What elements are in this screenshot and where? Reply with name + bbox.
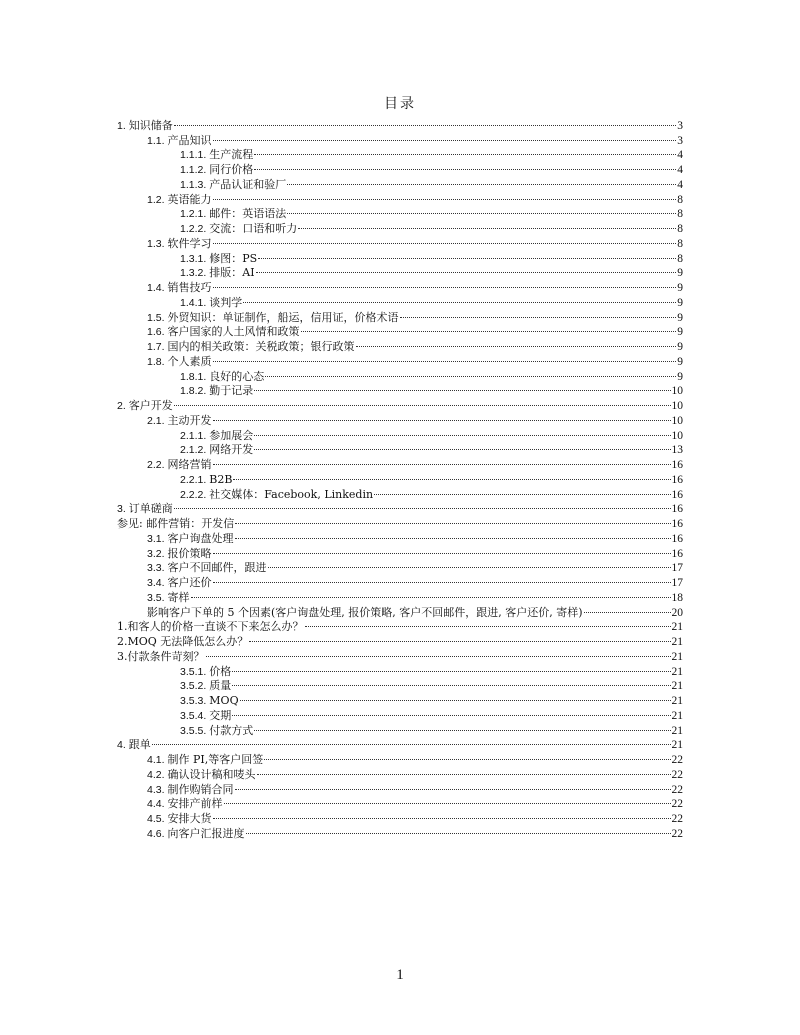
toc-entry-page: 8	[677, 223, 683, 235]
toc-entry-number: 1.3.	[147, 237, 165, 250]
toc-entry-number: 1.4.	[147, 282, 165, 294]
toc-entry-title: 订单磋商	[128, 502, 173, 516]
toc-dot-leader	[224, 793, 671, 808]
toc-entry-page: 10	[671, 429, 683, 442]
toc-entry-title: 销售技巧	[167, 281, 212, 294]
toc-entry-title: 同行价格	[209, 163, 254, 176]
toc-entry-title: 跟单	[128, 738, 151, 752]
toc-entry-number: 4.5.	[147, 813, 165, 825]
toc-entry-title: B2B	[209, 472, 233, 486]
toc-entry-page: 22	[671, 754, 683, 766]
toc-entry-title: 影响客户下单的 5 个因素(客户询盘处理, 报价策略, 客户不回邮件，跟进, 客户还价, 寄样)	[147, 605, 583, 619]
toc-entry-title: 社交媒体：Facebook, Linkedin	[209, 487, 374, 501]
toc-entry-page: 8	[677, 208, 683, 221]
toc-dot-leader	[243, 291, 676, 306]
toc-entry-page: 21	[671, 739, 683, 752]
toc-entry-number: 3.5.1.	[180, 665, 207, 678]
toc-entry-title: 报价策略	[167, 546, 212, 560]
toc-entry-number: 3.5.5.	[180, 724, 207, 737]
toc-entry-number: 3.3.	[147, 562, 165, 575]
toc-dot-leader	[254, 439, 670, 454]
toc-dot-leader	[249, 630, 670, 645]
toc-dot-leader	[254, 158, 676, 173]
toc-dot-leader	[298, 217, 676, 232]
toc-entry-page: 3	[677, 119, 683, 132]
page-number: 1	[396, 967, 404, 983]
toc-entry-title: 客户还价	[167, 576, 212, 589]
toc-entry-page: 13	[671, 444, 683, 457]
toc-dot-leader	[265, 365, 676, 380]
toc-entry-number: 2.	[117, 400, 126, 412]
toc-entry-title: 参见: 邮件营销：开发信	[117, 517, 235, 530]
toc-entry-number: 4.	[117, 739, 126, 752]
toc-entry-title: 安排大货	[167, 812, 212, 825]
toc-entry-page: 17	[671, 562, 683, 575]
toc-entry-page: 8	[677, 252, 683, 265]
toc-entry-number: 1.4.1.	[180, 296, 207, 309]
toc-title: 目录	[384, 96, 416, 112]
toc-dot-leader	[233, 468, 670, 483]
toc-entry-title: 邮件：英语语法	[209, 207, 287, 221]
toc-entry-title: 确认设计稿和唛头	[167, 767, 256, 781]
toc-dot-leader	[254, 424, 670, 439]
toc-entry-title: 2.MOQ 无法降低怎么办？	[117, 635, 249, 648]
toc-entry-title: 勤于记录	[209, 384, 254, 398]
toc-entry-title: 英语能力	[167, 192, 212, 206]
toc-entry[interactable]	[117, 394, 683, 412]
toc-dot-leader	[240, 689, 671, 704]
toc-entry-title: 主动开发	[167, 413, 212, 427]
toc-entry-page: 22	[671, 827, 683, 840]
toc-entry-title: 知识储备	[128, 118, 173, 132]
toc-entry-title: 软件学习	[167, 236, 212, 250]
toc-dot-leader	[232, 660, 670, 675]
toc-entry-page: 16	[671, 473, 683, 486]
toc-entry-page: 4	[677, 164, 683, 176]
toc-entry[interactable]	[117, 748, 683, 766]
toc-entry-page: 10	[671, 385, 683, 398]
toc-entry-page: 9	[677, 370, 683, 383]
toc-entry-number: 1.2.1.	[180, 208, 207, 221]
toc-entry-title: 网络营销	[167, 458, 212, 471]
toc-entry-page: 3	[677, 134, 683, 147]
toc-entry-number: 1.2.	[147, 193, 165, 206]
toc-entry-title: 客户国家的人土风情和政策	[167, 325, 300, 339]
toc-entry-number: 1.6.	[147, 326, 165, 339]
toc-entry-number: 1.3.2.	[180, 267, 207, 280]
toc-entry-number: 3.4.	[147, 577, 165, 589]
toc-entry-page: 4	[677, 178, 683, 191]
toc-entry-page: 9	[677, 341, 683, 353]
toc-dot-leader	[191, 586, 671, 601]
toc-entry-title: 国内的相关政策：关税政策；银行政策	[167, 340, 355, 353]
toc-entry-number: 2.1.1.	[180, 429, 207, 442]
toc-entry-page: 22	[671, 798, 683, 811]
toc-entry-page: 16	[671, 488, 683, 501]
toc-entry-page: 16	[671, 459, 683, 471]
toc-entry-number: 3.5.3.	[180, 695, 207, 707]
toc-entry-page: 9	[677, 282, 683, 294]
toc-dot-leader	[206, 645, 671, 660]
toc-entry-number: 4.6.	[147, 827, 165, 840]
toc-entry-page: 4	[677, 149, 683, 162]
toc-dot-leader	[256, 262, 677, 277]
toc-entry-page: 9	[677, 355, 683, 368]
toc-entry-page: 22	[671, 813, 683, 825]
toc-entry-title: 产品知识	[167, 133, 212, 147]
toc-entry-page: 20	[671, 606, 683, 619]
toc-dot-leader	[301, 321, 677, 336]
toc-entry[interactable]	[117, 129, 683, 147]
toc-entry-page: 8	[677, 237, 683, 250]
toc-entry-number: 3.1.	[147, 532, 165, 545]
toc-entry-page: 17	[671, 577, 683, 589]
toc-entry-number: 2.1.	[147, 414, 165, 427]
toc-dot-leader	[232, 675, 670, 690]
toc-entry-page: 16	[671, 518, 683, 530]
toc-entry-title: 产品认证和验厂	[209, 177, 287, 191]
toc-dot-leader	[268, 557, 671, 572]
toc-dot-leader	[584, 601, 671, 616]
toc-entry-number: 2.2.2.	[180, 488, 207, 501]
toc-dot-leader	[246, 822, 671, 837]
toc-entry-number: 4.4.	[147, 798, 165, 811]
toc-entry-page: 21	[671, 636, 683, 648]
toc-entry-number: 1.2.2.	[180, 223, 207, 235]
toc-dot-leader	[374, 483, 670, 498]
toc-entry-title: 制作 PI,等客户回签	[167, 753, 264, 766]
toc-entry-page: 21	[671, 650, 683, 663]
toc-entry-title: 生产流程	[209, 148, 254, 162]
toc-dot-leader	[305, 616, 671, 631]
toc-entry-page: 21	[671, 621, 683, 634]
toc-dot-leader	[213, 188, 677, 203]
toc-dot-leader	[174, 498, 671, 513]
toc-dot-leader	[287, 173, 676, 188]
toc-entry-title: 个人素质	[167, 354, 212, 368]
toc-dot-leader	[213, 807, 671, 822]
toc-entry-number: 4.3.	[147, 783, 165, 796]
toc-entry-title: 参加展会	[209, 428, 254, 442]
toc-entry-number: 1.1.3.	[180, 178, 207, 191]
toc-entry-title: 制作购销合同	[167, 782, 234, 796]
toc-dot-leader	[235, 512, 670, 527]
toc-entry-title: 向客户汇报进度	[167, 826, 245, 840]
toc-entry-number: 3.5.4.	[180, 709, 207, 722]
toc-entry-title: 良好的心态	[209, 369, 265, 383]
toc-dot-leader	[213, 129, 677, 144]
toc-dot-leader	[235, 778, 671, 793]
toc-entry-page: 16	[671, 532, 683, 545]
toc-entry-page: 8	[677, 193, 683, 206]
toc-entry-number: 2.1.2.	[180, 444, 207, 457]
toc-entry-title: 网络开发	[209, 443, 254, 457]
toc-entry-title: 修图：PS	[209, 251, 258, 265]
toc-entry-page: 21	[671, 665, 683, 678]
toc-dot-leader	[213, 232, 677, 247]
toc-entry-title: 交流：口语和听力	[209, 222, 298, 235]
toc-entry-page: 16	[671, 547, 683, 560]
toc-entry-title: 安排产前样	[167, 797, 223, 811]
toc-entry-page: 9	[677, 296, 683, 309]
toc-entry-title: 质量	[209, 679, 232, 693]
toc-entry-number: 3.	[117, 503, 126, 516]
toc-dot-leader	[213, 409, 671, 424]
toc-entry[interactable]	[117, 512, 683, 530]
toc-entry-page: 10	[671, 400, 683, 412]
toc-entry-number: 1.3.1.	[180, 252, 207, 265]
toc-entry-number: 1.1.2.	[180, 164, 207, 176]
toc-entry-page: 21	[671, 709, 683, 722]
toc-entry-title: 谈判学	[209, 295, 243, 309]
toc-entry[interactable]	[117, 734, 683, 752]
toc-dot-leader	[254, 719, 670, 734]
toc-dot-leader	[174, 394, 671, 409]
toc-dot-leader	[356, 335, 677, 350]
toc-entry-title: MOQ	[209, 694, 239, 707]
toc-entry-number: 1.1.	[147, 134, 165, 147]
toc-entry-title: 交期	[209, 708, 232, 722]
toc-entry-number: 4.2.	[147, 768, 165, 781]
toc-dot-leader	[257, 763, 671, 778]
toc-dot-leader	[235, 527, 671, 542]
toc-entry-title: 排版：AI	[209, 266, 255, 280]
toc-entry-number: 4.1.	[147, 754, 165, 766]
toc-entry-title: 外贸知识：单证制作，船运，信用证，价格术语	[167, 310, 399, 324]
toc-dot-leader	[213, 571, 671, 586]
toc-entry-number: 3.2.	[147, 547, 165, 560]
toc-entry-number: 2.2.1.	[180, 473, 207, 486]
toc-entry-page: 21	[671, 724, 683, 737]
toc-entry-number: 1.7.	[147, 341, 165, 353]
toc-entry-number: 3.5.2.	[180, 680, 207, 693]
toc-dot-leader	[174, 114, 676, 129]
toc-entry-title: 价格	[209, 664, 232, 678]
toc-dot-leader	[400, 306, 677, 321]
toc-entry-page: 22	[671, 768, 683, 781]
toc-entry-title: 1.和客人的价格一直谈不下来怎么办？	[117, 620, 304, 634]
toc-entry-page: 21	[671, 680, 683, 693]
toc-dot-leader	[232, 704, 670, 719]
toc-dot-leader	[287, 203, 676, 218]
toc-dot-leader	[264, 748, 670, 763]
toc-dot-leader	[213, 453, 671, 468]
toc-entry-title: 客户不回邮件，跟进	[167, 561, 267, 575]
toc-entry-page: 22	[671, 783, 683, 796]
toc-entry-number: 1.1.1.	[180, 149, 207, 162]
toc-dot-leader	[213, 350, 677, 365]
toc-entry-title: 3.付款条件苛刻？	[117, 649, 205, 663]
toc-entry-number: 1.	[117, 119, 126, 132]
toc-entry-title: 付款方式	[209, 723, 254, 737]
toc-entry-page: 21	[671, 695, 683, 707]
toc-entry-page: 9	[677, 267, 683, 280]
toc-entry-page: 9	[677, 326, 683, 339]
table-of-contents	[117, 114, 683, 840]
toc-entry-page: 16	[671, 503, 683, 516]
toc-dot-leader	[254, 144, 676, 159]
toc-entry-page: 18	[671, 591, 683, 604]
toc-entry-number: 2.2.	[147, 459, 165, 471]
toc-dot-leader	[152, 734, 671, 749]
toc-dot-leader	[254, 380, 670, 395]
toc-entry-title: 寄样	[167, 590, 190, 604]
toc-entry[interactable]	[117, 498, 683, 516]
toc-entry-page: 10	[671, 414, 683, 427]
toc-dot-leader	[213, 542, 671, 557]
toc-entry-title: 客户开发	[128, 399, 173, 412]
toc-entry[interactable]	[117, 409, 683, 427]
toc-entry[interactable]	[117, 586, 683, 604]
toc-entry-page: 9	[677, 311, 683, 324]
toc-entry[interactable]	[117, 114, 683, 132]
toc-entry[interactable]	[117, 601, 683, 619]
toc-entry-number: 1.5.	[147, 311, 165, 324]
toc-entry-number: 1.8.	[147, 355, 165, 368]
toc-entry-title: 客户询盘处理	[167, 531, 234, 545]
toc-entry-number: 3.5.	[147, 591, 165, 604]
toc-entry-number: 1.8.1.	[180, 370, 207, 383]
toc-dot-leader	[213, 276, 677, 291]
toc-entry-number: 1.8.2.	[180, 385, 207, 398]
toc-dot-leader	[258, 247, 676, 262]
